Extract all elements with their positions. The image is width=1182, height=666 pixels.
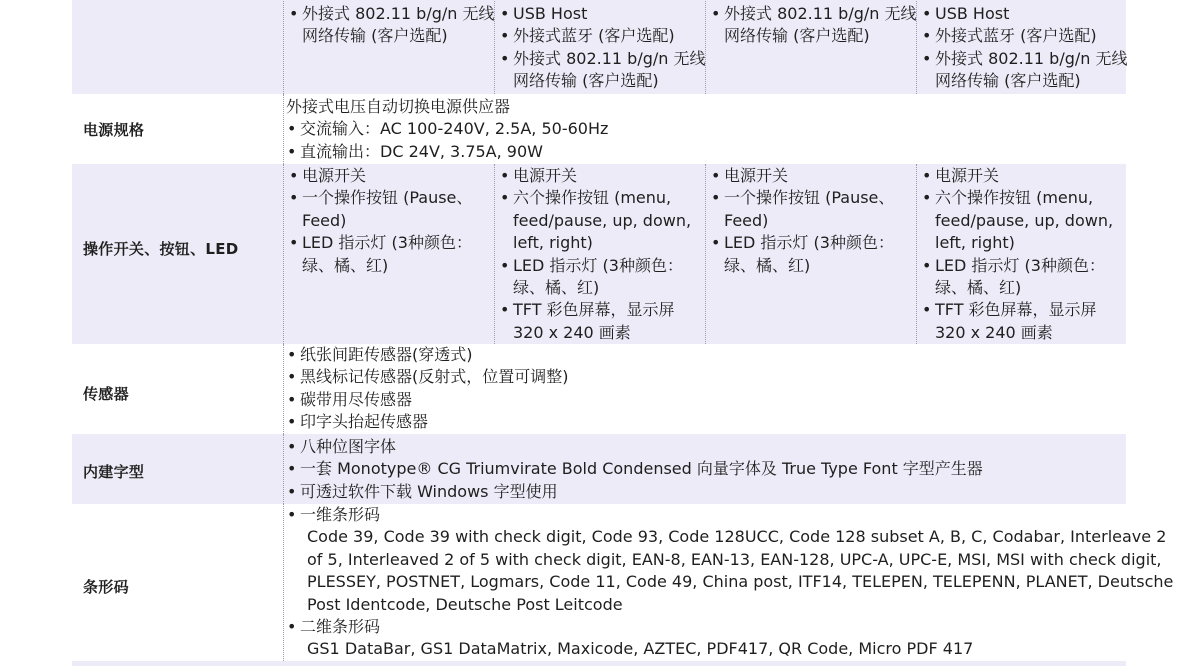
column-divider [283, 164, 284, 344]
spec-item: • LED 指示灯 (3种颜色：绿、橘、红) [921, 255, 1131, 300]
spec-item: • 一套 Monotype® CG Triumvirate Bold Condensed 向量字体及 True Type Font 字型产生器 [286, 458, 1182, 480]
spec-item: • 六个操作按钮 (menu, feed/pause, up, down, left, right) [921, 187, 1131, 254]
column-divider [283, 504, 284, 661]
spec-item: • 八种位图字体 [286, 436, 1182, 458]
controls-col2 [499, 165, 707, 344]
spec-item: • 电源开关 [499, 165, 707, 187]
spec-item: • 外接式蓝牙 (客户选配) [499, 25, 707, 47]
spec-item: • 碳带用尽传感器 [286, 389, 1182, 411]
column-divider [283, 434, 284, 504]
barcode-2d-list: GS1 DataBar, GS1 DataMatrix, Maxicode, AZTEC, PDF417, QR Code, Micro PDF 417 [307, 639, 974, 659]
spec-item: • LED 指示灯 (3种颜色：绿、橘、红) [288, 232, 496, 277]
spec-item: • 交流输入：AC 100-240V, 2.5A, 50-60Hz [286, 118, 1182, 140]
spec-item: • 直流输出：DC 24V, 3.75A, 90W [286, 141, 1182, 163]
barcodes-row [72, 504, 1174, 661]
sensors-cell [286, 344, 1182, 434]
spec-item: • 电源开关 [921, 165, 1131, 187]
column-divider [283, 0, 284, 94]
spec-item: • TFT 彩色屏幕，显示屏 320 x 240 画素 [921, 299, 1131, 344]
spec-item: • 纸张间距传感器(穿透式) [286, 344, 1182, 366]
power-intro: 外接式电压自动切换电源供应器 [286, 97, 511, 116]
spec-item: • TFT 彩色屏幕，显示屏 320 x 240 画素 [499, 299, 707, 344]
spec-item: • USB Host [499, 3, 707, 25]
network-col1 [288, 3, 496, 48]
network-col2 [499, 3, 707, 93]
spec-item: • LED 指示灯 (3种颜色：绿、橘、红) [710, 232, 918, 277]
row-label: 条形码 [83, 578, 129, 596]
spec-item: • 外接式 802.11 b/g/n 无线网络传输 (客户选配) [921, 48, 1131, 93]
spec-item: • 一个操作按钮 (Pause、Feed) [710, 187, 918, 232]
spec-item: • 六个操作按钮 (menu, feed/pause, up, down, left, right) [499, 187, 707, 254]
row-label: 电源规格 [83, 121, 145, 139]
controls-col1 [288, 165, 496, 277]
power-row [72, 94, 1126, 164]
spec-item: • 外接式蓝牙 (客户选配) [921, 25, 1131, 47]
spec-item: • 外接式 802.11 b/g/n 无线网络传输 (客户选配) [499, 48, 707, 93]
row-label: 传感器 [83, 385, 129, 403]
fonts-cell [286, 436, 1182, 503]
column-divider [283, 94, 284, 164]
barcodes-cell [286, 504, 1176, 661]
sensors-row [72, 344, 1126, 434]
spec-item: • 电源开关 [288, 165, 496, 187]
controls-col3 [710, 165, 918, 277]
power-cell [286, 96, 1182, 163]
spec-item: • 外接式 802.11 b/g/n 无线网络传输 (客户选配) [710, 3, 918, 48]
network-col4 [921, 3, 1131, 93]
spec-item: • LED 指示灯 (3种颜色：绿、橘、红) [499, 255, 707, 300]
spec-item: • 电源开关 [710, 165, 918, 187]
spec-item: • 外接式 802.11 b/g/n 无线网络传输 (客户选配) [288, 3, 496, 48]
row-label: 内建字型 [83, 463, 145, 481]
spec-item: • 可透过软件下载 Windows 字型使用 [286, 481, 1182, 503]
controls-col4 [921, 165, 1131, 344]
network-row [72, 0, 1126, 94]
controls-row [72, 164, 1126, 344]
barcode-1d-list: Code 39, Code 39 with check digit, Code 93, Code 128UCC, Code 128 subset A, B, C, Codabar, Interleave 2 of 5, Interleaved 2 of 5 with check digit, EAN-8, EAN-13, EAN-128, UPC-A, UPC-E, MSI, MSI with check digit, PLESSEY, POSTNET, Logmars, Code 11, Code 49, China post, ITF14, TELEPEN, TELEPENN, PLANET, Deutsche Post Identcode, Deutsche Post Leitcode [307, 527, 1174, 614]
column-divider [283, 344, 284, 434]
barcode-1d-title: • 一维条形码 [286, 504, 1176, 526]
spec-item: • USB Host [921, 3, 1131, 25]
fonts-row [72, 434, 1126, 504]
spec-item: • 印字头抬起传感器 [286, 411, 1182, 433]
row-label: 操作开关、按钮、LED [83, 240, 239, 258]
barcode-2d-title: • 二维条形码 [286, 616, 1176, 638]
next-row-edge [72, 661, 1126, 666]
network-col3 [710, 3, 918, 48]
spec-item: • 黑线标记传感器(反射式，位置可调整) [286, 366, 1182, 388]
spec-item: • 一个操作按钮 (Pause、Feed) [288, 187, 496, 232]
